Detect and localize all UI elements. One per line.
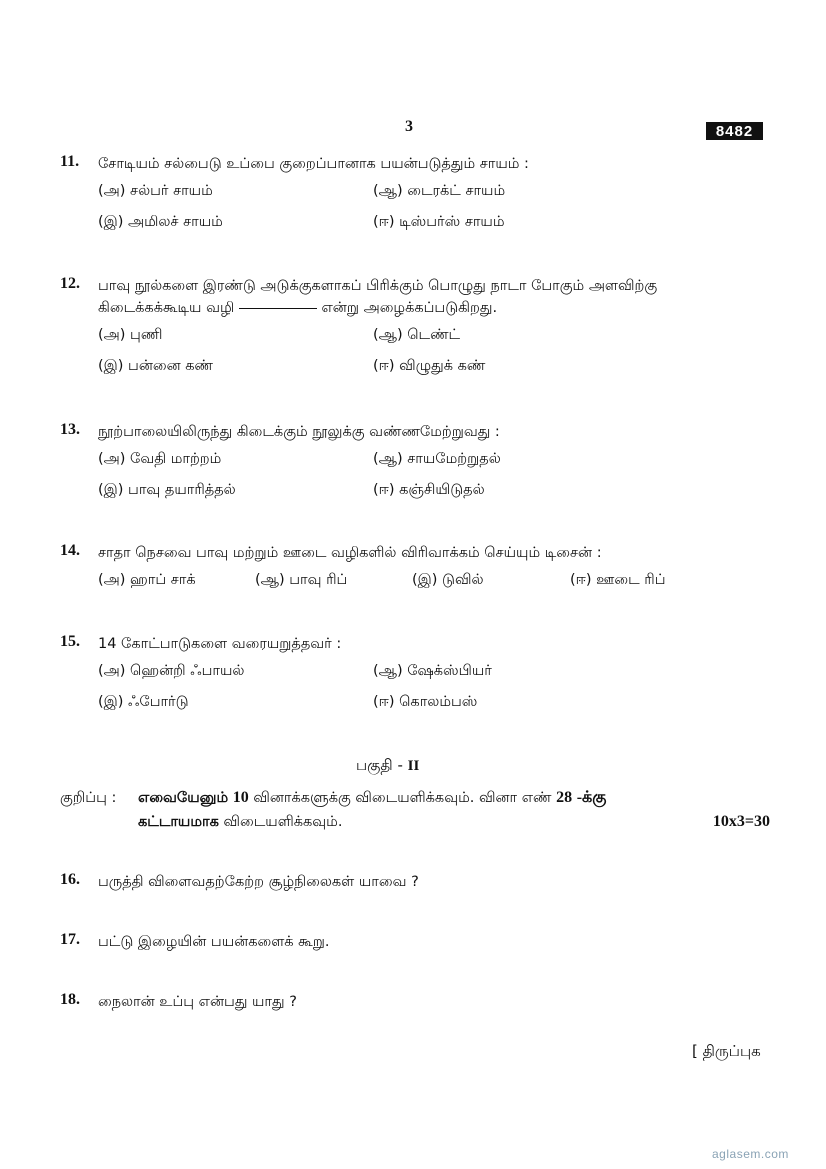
page-number: 3 (405, 118, 413, 135)
option-a: (அ) ஹென்றி ஃபாயல் (98, 663, 245, 679)
option-d: (ஈ) கொலம்பஸ் (373, 694, 478, 710)
section-heading: பகுதி - II (356, 756, 420, 774)
question-number: 17. (60, 931, 80, 948)
question-text: சாதா நெசவை பாவு மற்றும் ஊடை வழிகளில் விரிவாக்கம் செய்யும் டிசைன் : (98, 545, 602, 561)
question-number: 14. (60, 542, 80, 559)
question-number: 15. (60, 633, 80, 650)
option-c: (இ) ஃபோர்டு (98, 694, 189, 710)
question-11 (60, 153, 780, 245)
watermark-footer: aglasem.com (712, 1147, 789, 1161)
option-a: (அ) சல்பர் சாயம் (98, 183, 213, 199)
question-17 (60, 931, 780, 953)
question-18 (60, 991, 780, 1013)
question-text: பட்டு இழையின் பயன்களைக் கூறு. (98, 934, 330, 950)
option-b: (ஆ) சாயமேற்றுதல் (373, 451, 501, 467)
question-text: பருத்தி விளைவதற்கேற்ற சூழ்நிலைகள் யாவை ? (98, 874, 419, 890)
option-d: (ஈ) ஊடை ரிப் (570, 572, 666, 588)
option-b: (ஆ) டெண்ட் (373, 327, 461, 343)
question-15 (60, 633, 780, 725)
question-text: நூற்பாலையிலிருந்து கிடைக்கும் நூலுக்கு வண்ணமேற்றுவது : (98, 424, 500, 440)
question-13 (60, 421, 780, 513)
option-a: (அ) புணி (98, 327, 163, 343)
option-d: (ஈ) டிஸ்பர்ஸ் சாயம் (373, 214, 505, 230)
option-b: (ஆ) பாவு ரிப் (255, 572, 348, 588)
question-number: 11. (60, 153, 80, 170)
answer-blank (239, 307, 317, 309)
question-number: 12. (60, 275, 80, 292)
question-text: சோடியம் சல்பைடு உப்பை குறைப்பானாக பயன்படுத்தும் சாயம் : (98, 156, 529, 172)
option-d: (ஈ) விழுதுக் கண் (373, 358, 486, 374)
please-turn-over: [ திருப்புக (692, 1042, 761, 1060)
question-text: 14 கோட்பாடுகளை வரையறுத்தவர் : (98, 636, 342, 652)
option-a: (அ) வேதி மாற்றம் (98, 451, 222, 467)
note-label: குறிப்பு : (60, 790, 117, 806)
option-b: (ஆ) டைரக்ட் சாயம் (373, 183, 506, 199)
question-12 (60, 275, 780, 389)
option-c: (இ) பாவு தயாரித்தல் (98, 482, 236, 498)
option-b: (ஆ) ஷேக்ஸ்பியர் (373, 663, 492, 679)
question-14 (60, 542, 780, 603)
instruction-note: குறிப்பு : எவையேனும் 10 வினாக்களுக்கு விடையளிக்கவும். வினா எண் 28 -க்கு கட்டாயமாக விடையளிக்கவும். 10x3=30 (60, 786, 770, 834)
question-16 (60, 871, 780, 893)
option-c: (இ) டுவில் (412, 572, 484, 588)
question-number: 18. (60, 991, 80, 1008)
question-number: 16. (60, 871, 80, 888)
question-text: நைலான் உப்பு என்பது யாது ? (98, 994, 297, 1010)
question-text: பாவு நூல்களை இரண்டு அடுக்குகளாகப் பிரிக்கும் பொழுது நாடா போகும் அளவிற்கு கிடைக்கக்கூடிய வழி என்று அழைக்கப்படுகிறது. (98, 278, 658, 316)
marks-allocation: 10x3=30 (712, 813, 770, 830)
paper-code-badge: 8482 (706, 122, 763, 140)
option-a: (அ) ஹாப் சாக் (98, 572, 196, 588)
option-d: (ஈ) கஞ்சியிடுதல் (373, 482, 485, 498)
option-c: (இ) அமிலச் சாயம் (98, 214, 223, 230)
option-c: (இ) பன்னை கண் (98, 358, 213, 374)
question-number: 13. (60, 421, 80, 438)
